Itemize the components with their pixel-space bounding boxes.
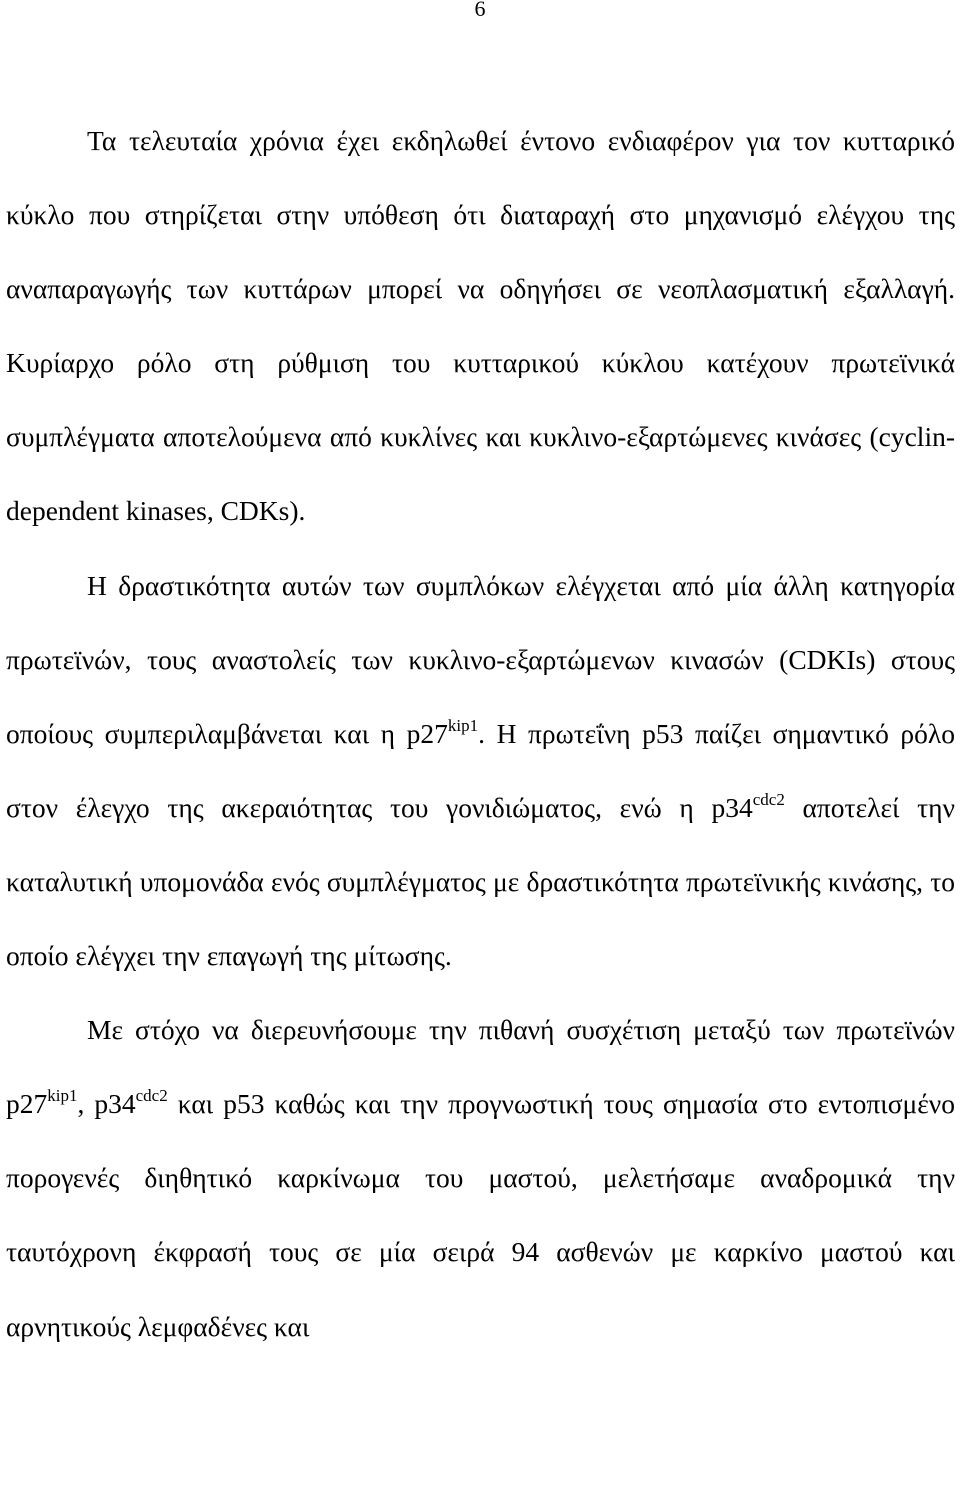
paragraph-2-text-2: . Η πρωτεΐνη p53 παίζει σημαντικό ρόλο στον έλεγχο της ακεραιότητας του γονιδιώματος, ενώ η p34 [6,717,955,823]
paragraph-2 [6,549,955,994]
superscript-cdc2: cdc2 [135,1086,168,1106]
paragraph-2-text-3: αποτελεί την καταλυτική υπομονάδα ενός συμπλέγματος με δραστικότητα πρωτεϊνικής κινάσης, το οποίο ελέγχει την επαγωγή της μίτωσης. [6,791,955,972]
paragraph-1: Τα τελευταία χρόνια έχει εκδηλωθεί έντονο ενδιαφέρον για τον κυτταρικό κύκλο που στηρίζεται στην υπόθεση ότι διαταραχή στο μηχανισμό ελέγχου της αναπαραγωγής των κυττάρων μπορεί να οδηγήσει σε νεοπλασματική εξαλλαγή. Κυρίαρχο ρόλο στη ρύθμιση του κυτταρικού κύκλου κατέχουν πρωτεϊνικά συμπλέγματα αποτελούμενα από κυκλίνες και κυκλινο-εξαρτώμενες κινάσες (cyclin-dependent kinases, CDKs). [6,125,955,527]
paragraph-3-text-1: Με στόχο να διερευνήσουμε την πιθανή συσχέτιση μεταξύ των πρωτεϊνών p27 [6,1014,955,1120]
page-number: 6 [474,0,486,21]
superscript-kip1: kip1 [447,715,479,735]
superscript-kip1: kip1 [47,1086,78,1106]
body-text [6,104,955,1364]
paragraph-3-text-3: και p53 καθώς και την προγνωστική τους σημασία στο εντοπισμένο πορογενές διηθητικό καρκίνωμα του μαστού, μελετήσαμε αναδρομικά την ταυτόχρονη έκφρασή τους σε μία σειρά 94 ασθενών με καρκίνο μαστού και αρνητικούς λεμφαδένες και [6,1088,955,1342]
paragraph-3-text-2: , p34 [77,1088,136,1120]
superscript-cdc2: cdc2 [752,789,785,809]
paragraph-2-text-1: Η δραστικότητα αυτών των συμπλόκων ελέγχεται από μία άλλη κατηγορία πρωτεϊνών, τους αναστολείς των κυκλινο-εξαρτώμενων κινασών (CDKIs) στους οποίους συμπεριλαμβάνεται και η p27 [6,569,955,749]
paragraph-3 [6,993,955,1363]
